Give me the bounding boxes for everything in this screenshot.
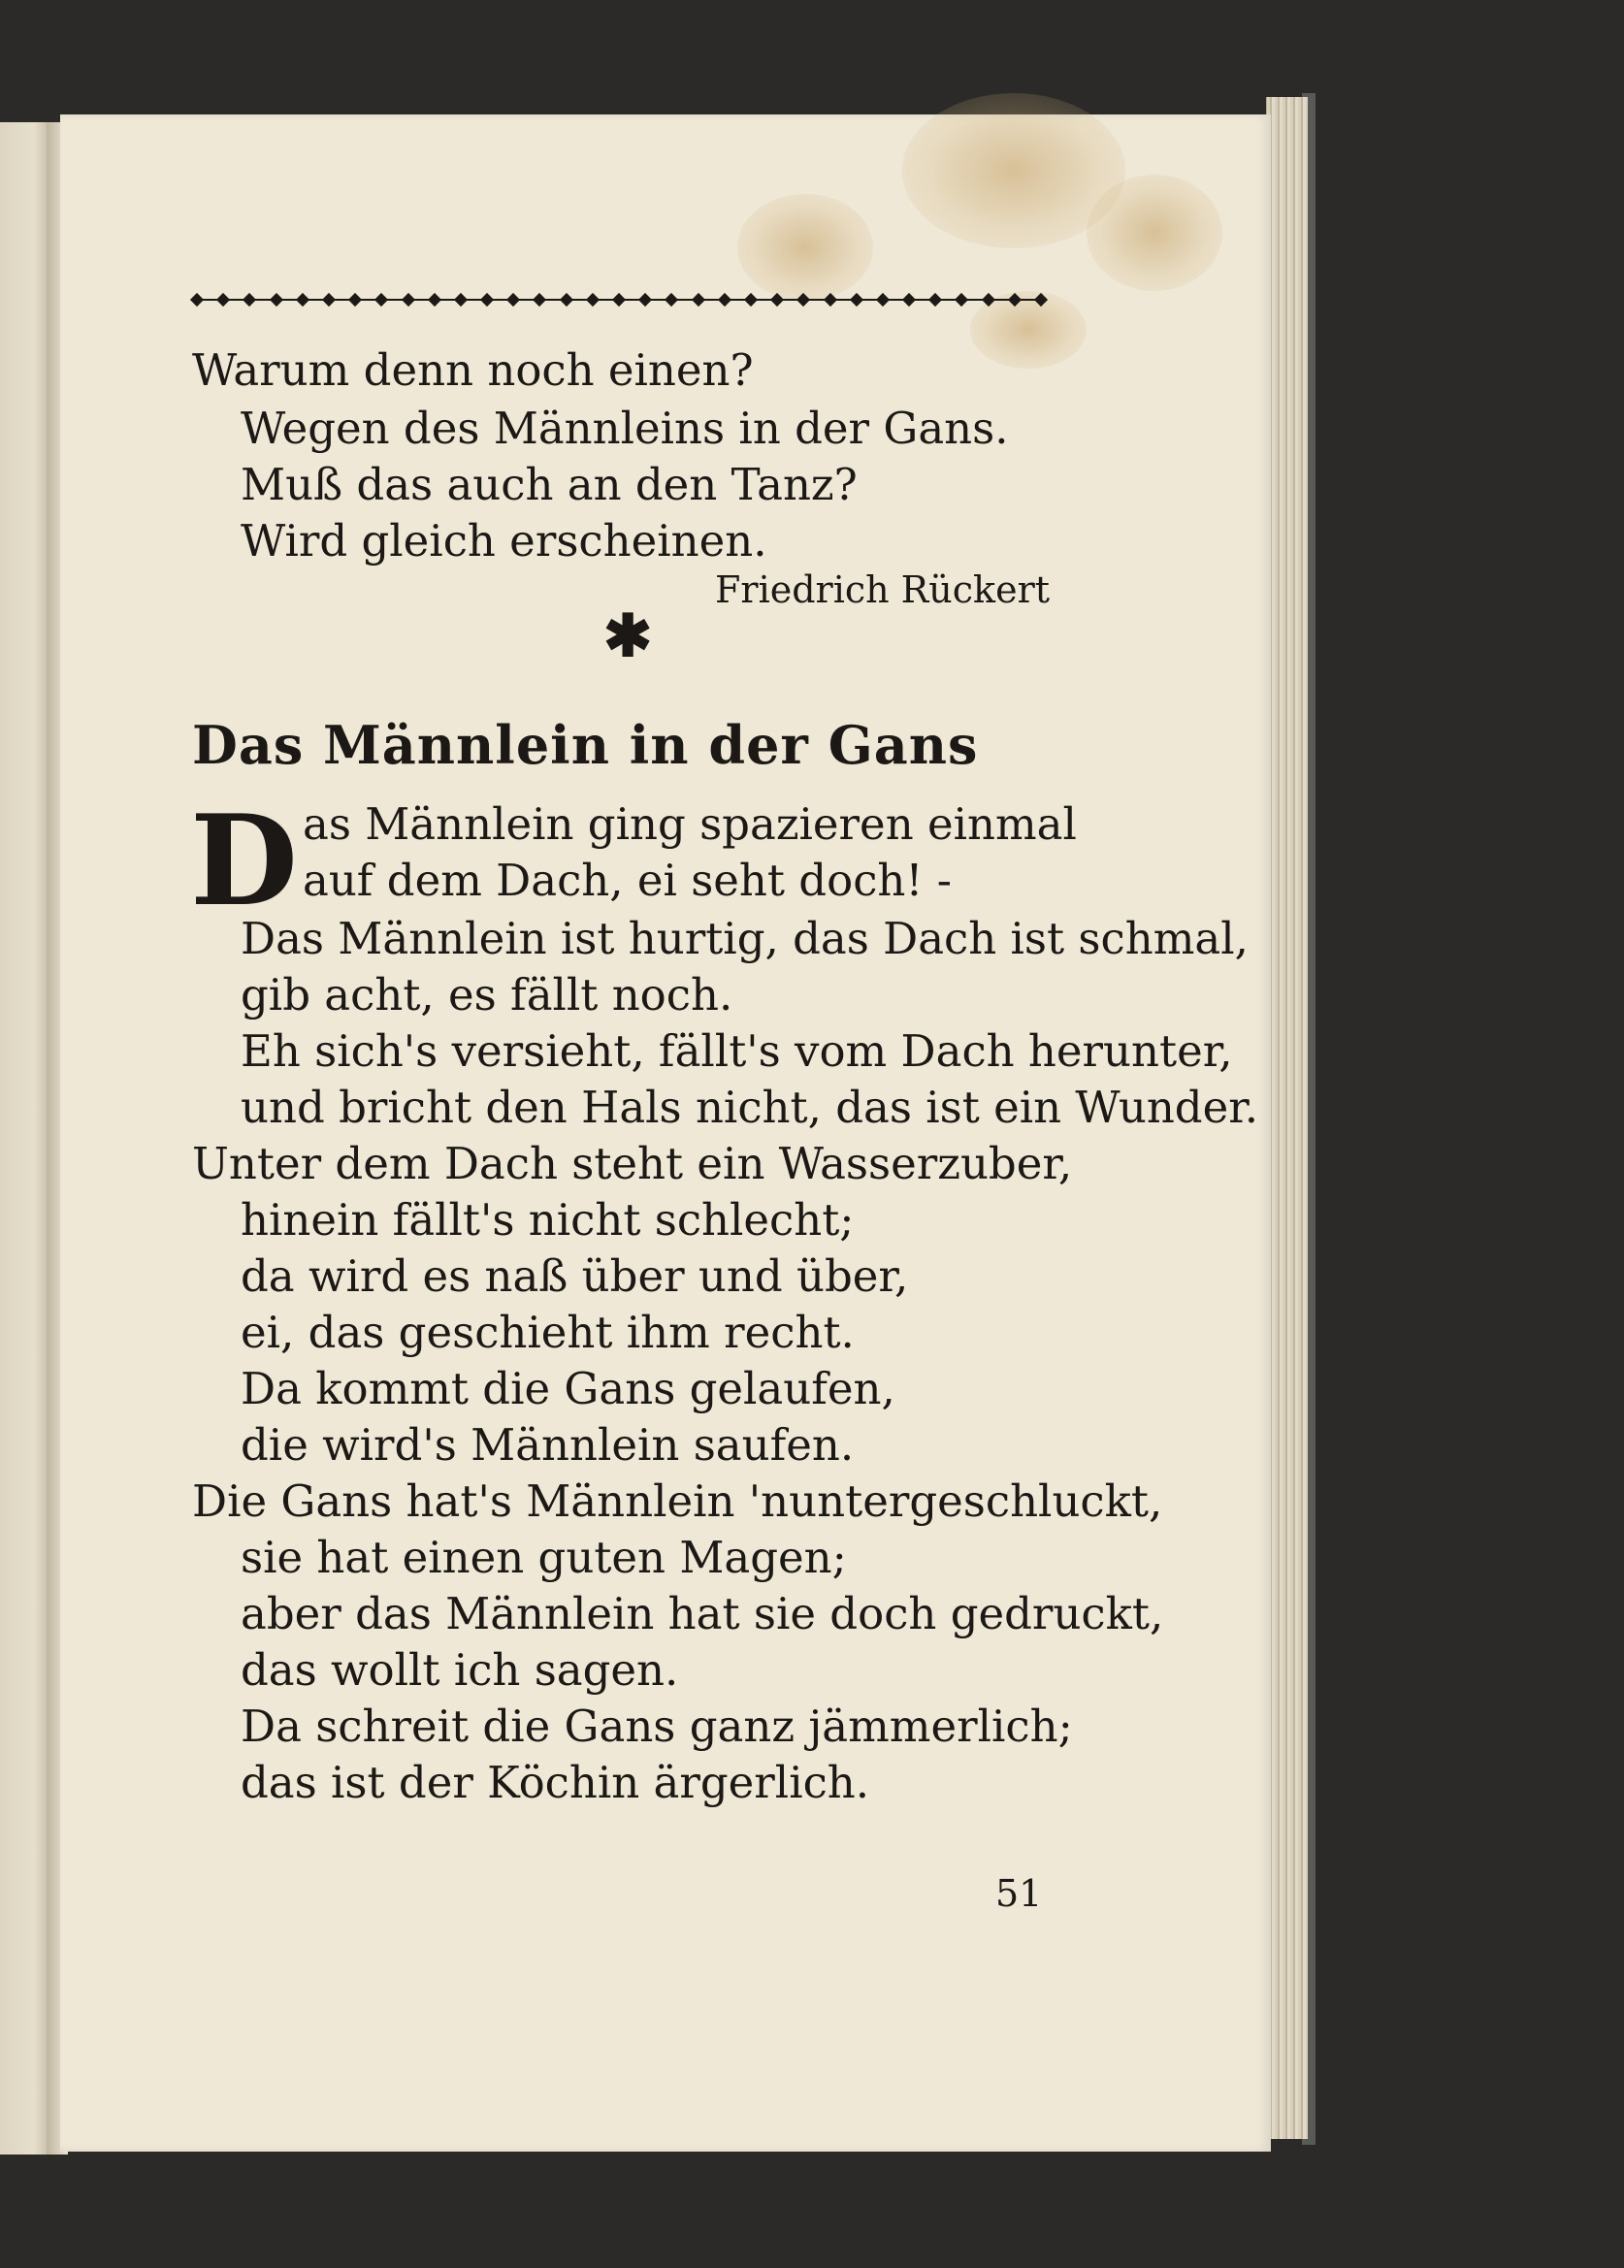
foxing-stain [1087, 175, 1222, 291]
poem2-line: Da kommt die Gans gelaufen, [241, 1363, 895, 1414]
poem1-line: Muß das auch an den Tanz? [241, 459, 858, 510]
poem2-line: as Männlein ging spazieren einmal [303, 798, 1077, 850]
poem2-title: Das Männlein in der Gans [192, 714, 979, 776]
page-number: 51 [995, 1872, 1043, 1915]
poem1-line: Wird gleich erscheinen. [241, 515, 767, 567]
left-page-edge [0, 122, 50, 2155]
poem2-line: Da schreit die Gans ganz jämmerlich; [241, 1701, 1073, 1752]
section-asterisk: ✱ [603, 602, 653, 670]
foxing-stain [737, 194, 873, 301]
poem2-line: das ist der Köchin ärgerlich. [241, 1757, 870, 1808]
poem2-line: da wird es naß über und über, [241, 1250, 909, 1302]
poem2-line: auf dem Dach, ei seht doch! - [303, 855, 952, 906]
poem2-line: hinein fällt's nicht schlecht; [241, 1194, 855, 1246]
poem2-line: die wird's Männlein saufen. [241, 1419, 855, 1471]
ornamental-rule [192, 289, 1046, 310]
poem2-line: gib acht, es fällt noch. [241, 969, 733, 1021]
poem2-line: sie hat einen guten Magen; [241, 1532, 847, 1583]
poem2-line: aber das Männlein hat sie doch gedruckt, [241, 1588, 1164, 1639]
poem2-line: das wollt ich sagen. [241, 1644, 679, 1696]
poem2-line: Das Männlein ist hurtig, das Dach ist schmal, [241, 913, 1249, 964]
poem1-line: Wegen des Männleins in der Gans. [241, 403, 1009, 454]
poem1-author: Friedrich Rückert [715, 568, 1050, 611]
drop-cap: D [190, 789, 298, 934]
page-block-edge [1266, 97, 1308, 2139]
poem2-line: ei, das geschieht ihm recht. [241, 1307, 855, 1358]
poem2-line: Die Gans hat's Männlein 'nuntergeschluckt, [192, 1475, 1163, 1527]
poem2-line: Eh sich's versieht, fällt's vom Dach herunter, [241, 1025, 1233, 1077]
poem2-line: Unter dem Dach steht ein Wasserzuber, [192, 1138, 1073, 1189]
poem2-line: und bricht den Hals nicht, das ist ein Wunder. [241, 1082, 1259, 1133]
poem1-line: Warum denn noch einen? [192, 344, 754, 396]
